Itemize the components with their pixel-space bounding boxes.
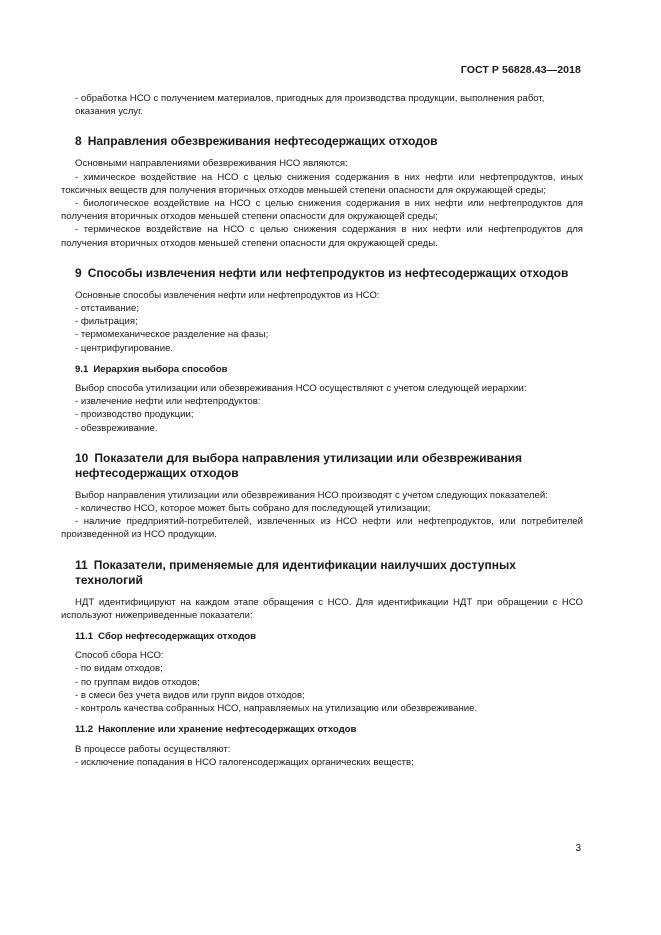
subsection-title: Иерархия выбора способов	[93, 363, 228, 375]
list-item: - обезвреживание.	[75, 422, 158, 434]
list-item: - центрифугирование.	[75, 342, 174, 354]
section-title: Показатели, применяемые для идентификации наилучших доступных технологий	[75, 557, 516, 587]
list-item: - по видам отходов;	[75, 663, 163, 675]
section-number: 10	[75, 450, 89, 465]
paragraph: Выбор направления утилизации или обезвреживания НСО производят с учетом следующих показателей:	[75, 489, 548, 501]
page-content	[61, 92, 583, 769]
list-item: - наличие предприятий-потребителей, извлеченных из НСО нефти или нефтепродуктов, или потребителей произведенной из НСО продукции.	[61, 516, 583, 541]
section-heading-10	[75, 451, 583, 481]
section-title: Направления обезвреживания нефтесодержащих отходов	[87, 134, 438, 149]
section-number: 11	[75, 557, 88, 572]
list-item: - отстаивание;	[75, 303, 140, 315]
paragraph: Основные способы извлечения нефти или нефтепродуктов из НСО:	[75, 289, 380, 301]
paragraph: НДТ идентифицируют на каждом этапе обращения с НСО. Для идентификации НДТ при обращении с НСО используют нижеприведенные показатели:	[61, 596, 583, 621]
standard-id: ГОСТ Р 56828.43—2018	[460, 64, 581, 76]
paragraph: Способ сбора НСО:	[75, 650, 164, 662]
section-heading-11	[75, 558, 583, 588]
section-number: 8	[75, 134, 82, 149]
page-number: 3	[575, 843, 581, 854]
subsection-heading-9-1	[75, 363, 583, 376]
list-item: - производство продукции;	[75, 409, 194, 421]
list-item: - исключение попадания в НСО галогенсодержащих органических веществ;	[75, 756, 414, 768]
subsection-number: 9.1	[75, 363, 89, 375]
section-heading-9	[75, 266, 583, 281]
paragraph: В процессе работы осуществляют:	[75, 743, 231, 755]
subsection-heading-11-2	[75, 723, 583, 736]
paragraph: Основными направлениями обезвреживания НСО являются:	[75, 158, 348, 170]
list-item: - контроль качества собранных НСО, направляемых на утилизацию или обезвреживание.	[75, 703, 478, 715]
list-item: - в смеси без учета видов или групп видов отходов;	[75, 689, 305, 701]
list-item: - термическое воздействие на НСО с целью снижения содержания в них нефти или нефтепродуктов для получения вторичных отходов меньшей степени опасности для окружающей среды.	[61, 224, 583, 249]
subsection-number: 11.2	[75, 724, 94, 736]
list-item: - биологическое воздействие на НСО с целью снижения содержания в них нефти или нефтепродуктов для получения вторичных отходов меньшей степени опасности для окружающей среды;	[61, 198, 583, 223]
list-item: - по группам видов отходов;	[75, 676, 200, 688]
paragraph: Выбор способа утилизации или обезвреживания НСО осуществляют с учетом следующей иерархии:	[75, 383, 527, 395]
section-title: Способы извлечения нефти или нефтепродуктов из нефтесодержащих отходов	[87, 265, 569, 280]
section-number: 9	[75, 265, 82, 280]
list-item: - обработка НСО с получением материалов, пригодных для производства продукции, выполнения работ, оказания услуг.	[75, 93, 545, 118]
section-title: Показатели для выбора направления утилизации или обезвреживания нефтесодержащих отходов	[75, 450, 523, 480]
list-item: - количество НСО, которое может быть собрано для последующей утилизации;	[75, 503, 431, 515]
list-item: - химическое воздействие на НСО с целью снижения содержания в них нефти или нефтепродуктов, иных токсичных веществ для получения вторичных отходов меньшей степени опасности для окружающей среды;	[61, 171, 583, 196]
subsection-title: Сбор нефтесодержащих отходов	[98, 631, 257, 643]
list-item: - термомеханическое разделение на фазы;	[75, 329, 269, 341]
subsection-title: Накопление или хранение нефтесодержащих отходов	[98, 724, 357, 736]
section-heading-8	[75, 134, 583, 149]
list-item: - фильтрация;	[75, 316, 138, 328]
subsection-heading-11-1	[75, 630, 583, 643]
subsection-number: 11.1	[75, 631, 94, 643]
list-item: - извлечение нефти или нефтепродуктов:	[75, 396, 261, 408]
